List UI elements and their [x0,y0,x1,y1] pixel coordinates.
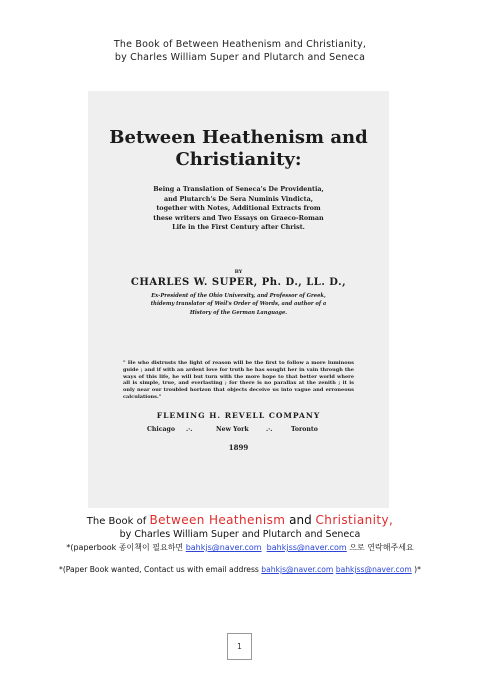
email-link[interactable]: bahkjs@naver.com [185,543,262,552]
cover-title-line2: Christianity: [175,149,302,170]
caption-title [0,513,480,527]
cover-city-newyork: New York [216,426,249,433]
contact-ko-suffix: 으로 연락해주세요 [346,543,414,552]
cover-credentials: Ex-President of the Ohio University, and Professor of Greek, thidemy translator of Weil's Order of Words, and author of a History of the German Language. [150,293,327,316]
cover-separator: .·. [186,426,193,433]
cover-subtitle: Being a Translation of Seneca's De Providentia, and Plutarch's De Sera Numinis Vindicta, together with Notes, Additional Extracts from these writers and Two Essays on Graeco-Roman Life in the First Century after Christ. [153,185,324,232]
email-link[interactable]: bahkjss@naver.com [266,543,347,552]
cover-city-chicago: Chicago [147,426,176,433]
cover-separator: .·. [266,426,273,433]
header-author-line: by Charles William Super and Plutarch and Seneca [114,52,366,63]
contact-en-suffix: )* [411,565,421,574]
caption-authors: by Charles William Super and Plutarch and Seneca [119,529,361,540]
email-link[interactable]: bahkjss@naver.com [335,565,412,574]
contact-korean [0,542,480,553]
cover-scan-image [88,91,389,508]
caption-and: and [285,513,316,527]
cover-year: 1899 [228,443,249,452]
contact-english [0,565,480,574]
email-link[interactable]: bahkjs@naver.com [261,565,334,574]
contact-ko-prefix: *(paperbook 종이책이 필요하면 [66,543,186,552]
cover-publisher: FLEMING H. REVELL COMPANY [156,411,321,420]
header-title-line: The Book of Between Heathenism and Christianity, [113,39,367,50]
cover-cities [88,426,389,436]
caption-title-red: Between Heathenism [149,513,286,527]
cover-city-toronto: Toronto [291,426,318,433]
caption-prefix: The Book of [86,516,150,527]
cover-quote: " He who distrusts the light of reason will be the first to follow a more luminous guide ; and if with an ardent love for truth he has sought her in vain through the ways of this life, he will but turn with the more hope to that better world where all is simple, true, and everlasting ; for there is no parallax at the zenith ; it is only near our troubled horizon that objects deceive us into vague and erroneous calculations." [123,360,354,400]
cover-by: BY [234,269,243,275]
cover-author: CHARLES W. SUPER, Ph. D., LL. D., [130,277,347,288]
contact-en-prefix: *(Paper Book wanted, Contact us with email address [59,565,262,574]
cover-title-line1: Between Heathenism and [109,127,368,148]
page-number: 1 [227,633,252,660]
caption-title-red2: Christianity, [315,513,394,527]
